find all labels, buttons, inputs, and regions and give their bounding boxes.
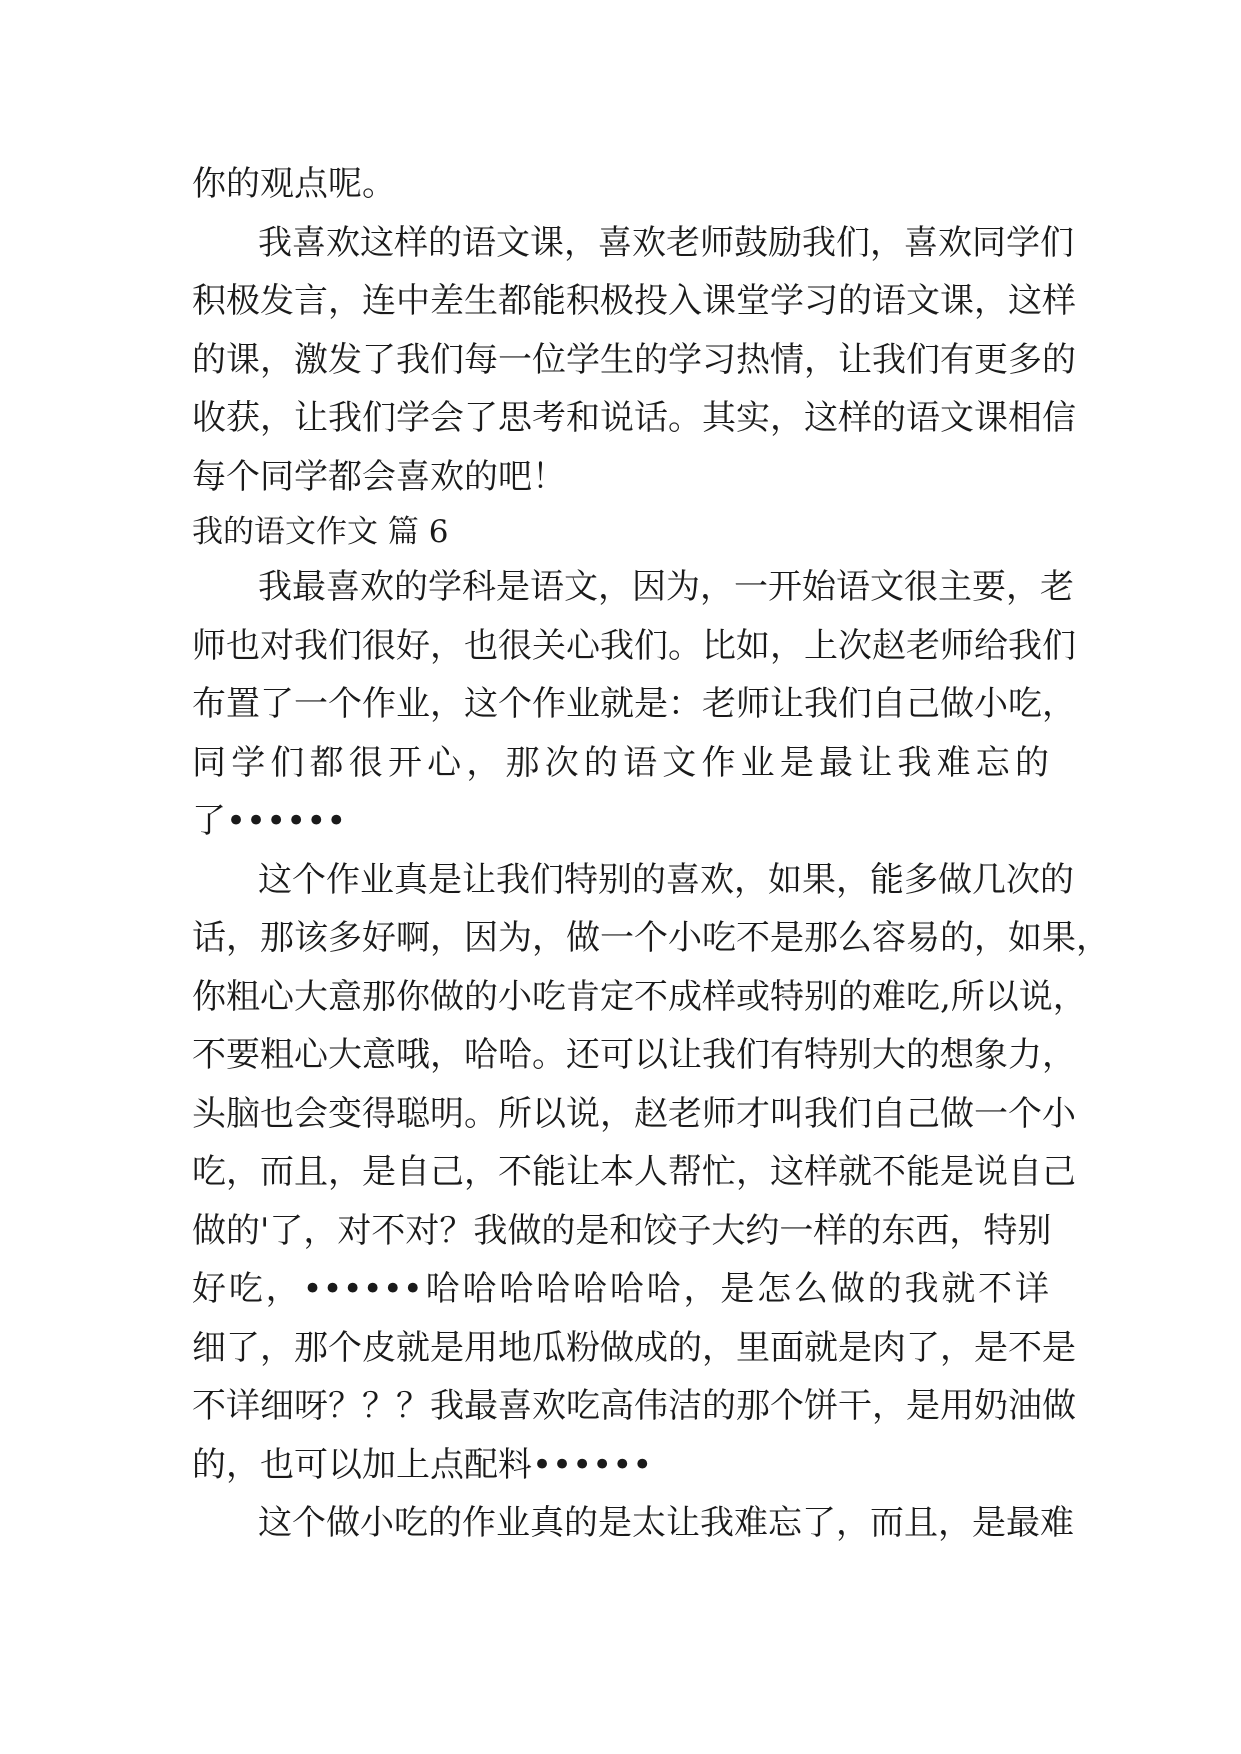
paragraph-line: 同学们都很开心，那次的语文作业是最让我难忘的 [192, 742, 1049, 783]
paragraph-line: 的课，激发了我们每一位学生的学习热情，让我们有更多的 [192, 339, 1076, 380]
paragraph-line: 不要粗心大意哦，哈哈。还可以让我们有特别大的想象力， [192, 1035, 1076, 1075]
paragraph-line: 话，那该多好啊，因为，做一个小吃不是那么容易的，如果， [192, 918, 1110, 958]
paragraph-line: 了•••••• [192, 801, 347, 841]
paragraph-line: 这个作业真是让我们特别的喜欢，如果，能多做几次的 [258, 859, 1074, 900]
paragraph-line: 我最喜欢的学科是语文，因为，一开始语文很主要，老 [258, 567, 1074, 607]
paragraph-line: 吃，而且，是自己，不能让本人帮忙，这样就不能是说自己 [192, 1152, 1076, 1192]
paragraph-line: 布置了一个作业，这个作业就是：老师让我们自己做小吃， [192, 684, 1076, 724]
paragraph-line: 你的观点呢。 [192, 164, 396, 204]
paragraph-line: 头脑也会变得聪明。所以说，赵老师才叫我们自己做一个小 [192, 1093, 1076, 1134]
paragraph-line: 每个同学都会喜欢的吧！ [192, 456, 566, 497]
paragraph-line: 做的'了，对不对？我做的是和饺子大约一样的东西，特别 [192, 1210, 1052, 1251]
paragraph-line: 细了，那个皮就是用地瓜粉做成的，里面就是肉了，是不是 [192, 1327, 1076, 1368]
paragraph-line: 师也对我们很好，也很关心我们。比如，上次赵老师给我们 [192, 625, 1076, 666]
paragraph-line: 好吃，••••••哈哈哈哈哈哈哈，是怎么做的我就不详 [192, 1269, 1049, 1309]
paragraph-line: 的，也可以加上点配料•••••• [192, 1444, 653, 1485]
paragraph-line: 积极发言，连中差生都能积极投入课堂学习的语文课，这样 [192, 281, 1076, 321]
section-heading: 我的语文作文 篇 6 [192, 514, 449, 550]
paragraph-line: 我喜欢这样的语文课，喜欢老师鼓励我们，喜欢同学们 [258, 222, 1074, 263]
document-page [192, 155, 1110, 1553]
paragraph-line: 你粗心大意那你做的小吃肯定不成样或特别的难吃,所以说， [192, 976, 1087, 1017]
paragraph-line: 不详细呀？？？我最喜欢吃高伟洁的那个饼干，是用奶油做 [192, 1386, 1076, 1426]
paragraph-line: 收获，让我们学会了思考和说话。其实，这样的语文课相信 [192, 398, 1076, 438]
paragraph-line: 这个做小吃的作业真的是太让我难忘了，而且，是最难 [258, 1503, 1074, 1543]
